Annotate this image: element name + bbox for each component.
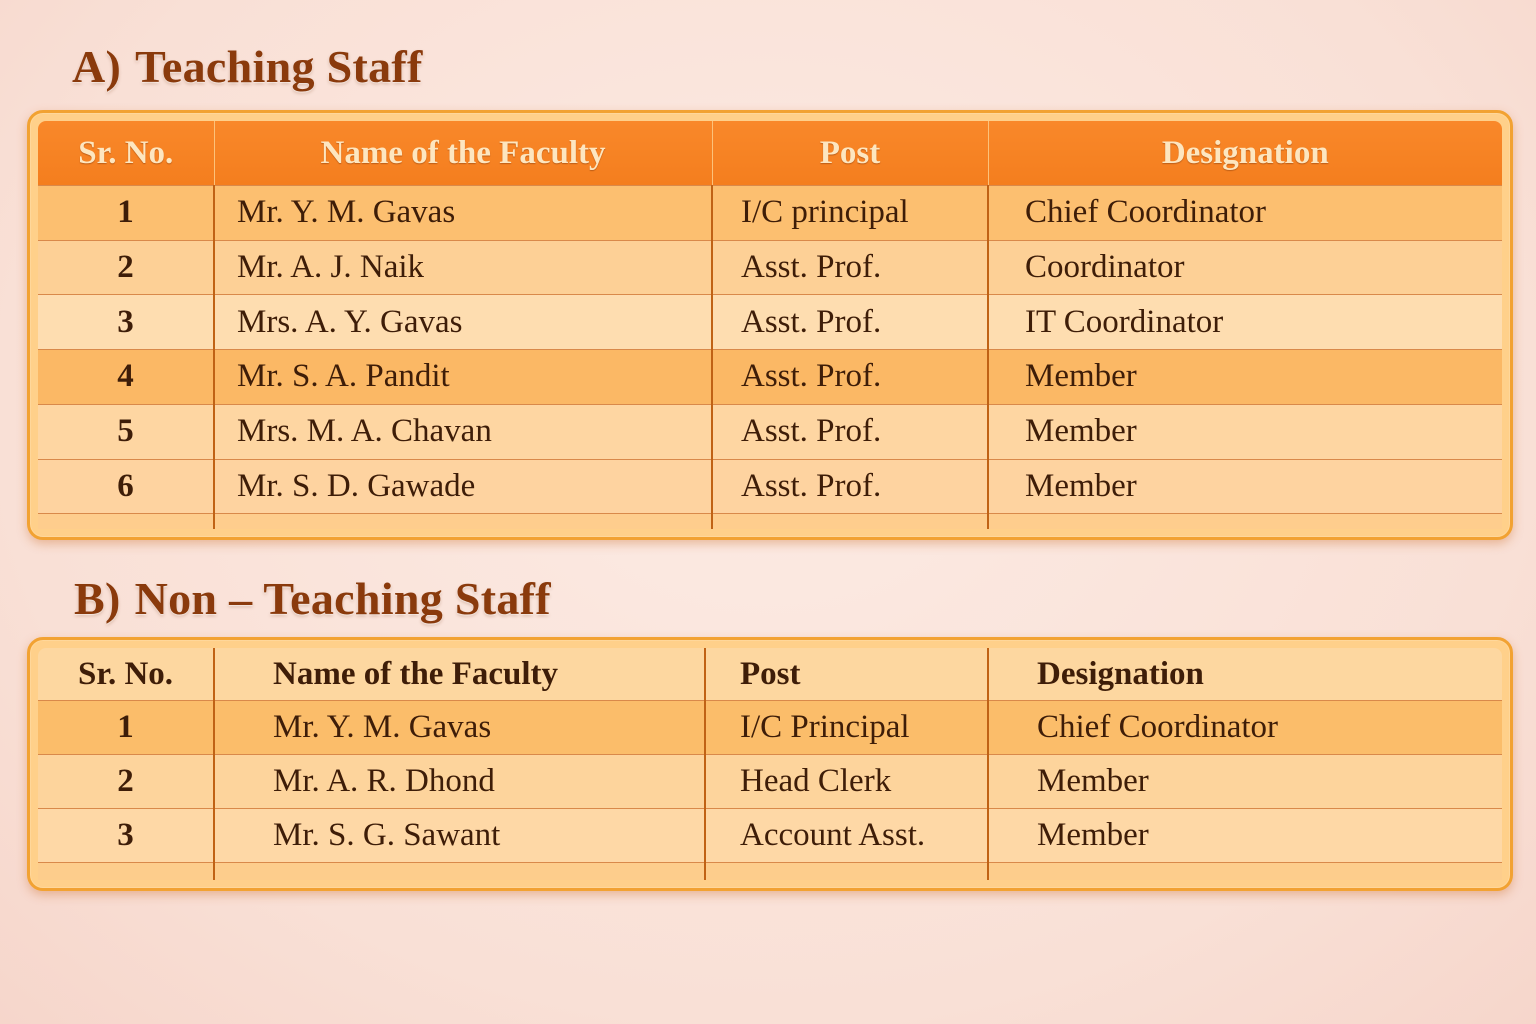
- cell-post: Asst. Prof.: [712, 240, 988, 295]
- cell-name: Mr. A. R. Dhond: [214, 754, 705, 808]
- empty-cell: [37, 862, 214, 881]
- teaching-staff-table: [36, 119, 1504, 531]
- cell-sr-no: 6: [37, 459, 214, 514]
- cell-post: Asst. Prof.: [712, 350, 988, 405]
- teaching-staff-table-frame: [27, 110, 1513, 540]
- table-row: [37, 808, 1503, 862]
- non-teaching-staff-table: [36, 646, 1504, 882]
- cell-post: Asst. Prof.: [712, 404, 988, 459]
- section-label: A): [72, 41, 122, 92]
- header-sr-no: Sr. No.: [37, 647, 214, 701]
- cell-designation: Member: [988, 808, 1503, 862]
- cell-sr-no: 1: [37, 186, 214, 241]
- cell-sr-no: 2: [37, 240, 214, 295]
- header-name: Name of the Faculty: [214, 647, 705, 701]
- cell-post: I/C Principal: [705, 701, 988, 755]
- cell-post: Asst. Prof.: [712, 295, 988, 350]
- cell-name: Mr. A. J. Naik: [214, 240, 712, 295]
- empty-cell: [705, 862, 988, 881]
- empty-cell: [37, 514, 214, 530]
- cell-post: Head Clerk: [705, 754, 988, 808]
- empty-cell: [988, 514, 1503, 530]
- header-name: Name of the Faculty: [214, 120, 712, 186]
- cell-name: Mrs. M. A. Chavan: [214, 404, 712, 459]
- table-row: [37, 404, 1503, 459]
- section-label: B): [74, 573, 121, 624]
- header-designation: Designation: [988, 120, 1503, 186]
- table-empty-row: [37, 514, 1503, 530]
- header-sr-no: Sr. No.: [37, 120, 214, 186]
- cell-designation: Member: [988, 404, 1503, 459]
- cell-name: Mrs. A. Y. Gavas: [214, 295, 712, 350]
- cell-designation: Member: [988, 459, 1503, 514]
- cell-designation: Chief Coordinator: [988, 701, 1503, 755]
- table-empty-row: [37, 862, 1503, 881]
- table-header-row: [37, 120, 1503, 186]
- section-title-text: Teaching Staff: [135, 41, 423, 92]
- table-row: [37, 459, 1503, 514]
- cell-name: Mr. Y. M. Gavas: [214, 701, 705, 755]
- table-row: [37, 186, 1503, 241]
- cell-post: I/C principal: [712, 186, 988, 241]
- cell-sr-no: 2: [37, 754, 214, 808]
- teaching-staff-heading: [72, 40, 423, 93]
- table-row: [37, 295, 1503, 350]
- empty-cell: [712, 514, 988, 530]
- cell-sr-no: 3: [37, 295, 214, 350]
- cell-post: Account Asst.: [705, 808, 988, 862]
- table-row: [37, 240, 1503, 295]
- section-title-text: Non – Teaching Staff: [134, 573, 551, 624]
- cell-sr-no: 3: [37, 808, 214, 862]
- cell-name: Mr. S. G. Sawant: [214, 808, 705, 862]
- cell-sr-no: 1: [37, 701, 214, 755]
- cell-designation: Chief Coordinator: [988, 186, 1503, 241]
- table-header-row: [37, 647, 1503, 701]
- header-post: Post: [705, 647, 988, 701]
- non-teaching-staff-table-frame: [27, 637, 1513, 891]
- cell-sr-no: 5: [37, 404, 214, 459]
- empty-cell: [214, 862, 705, 881]
- empty-cell: [214, 514, 712, 530]
- cell-name: Mr. S. A. Pandit: [214, 350, 712, 405]
- cell-designation: IT Coordinator: [988, 295, 1503, 350]
- table-row: [37, 754, 1503, 808]
- header-designation: Designation: [988, 647, 1503, 701]
- cell-sr-no: 4: [37, 350, 214, 405]
- cell-designation: Coordinator: [988, 240, 1503, 295]
- cell-name: Mr. S. D. Gawade: [214, 459, 712, 514]
- cell-designation: Member: [988, 754, 1503, 808]
- table-row: [37, 701, 1503, 755]
- non-teaching-staff-heading: [74, 572, 551, 625]
- cell-name: Mr. Y. M. Gavas: [214, 186, 712, 241]
- header-post: Post: [712, 120, 988, 186]
- empty-cell: [988, 862, 1503, 881]
- cell-designation: Member: [988, 350, 1503, 405]
- cell-post: Asst. Prof.: [712, 459, 988, 514]
- table-row: [37, 350, 1503, 405]
